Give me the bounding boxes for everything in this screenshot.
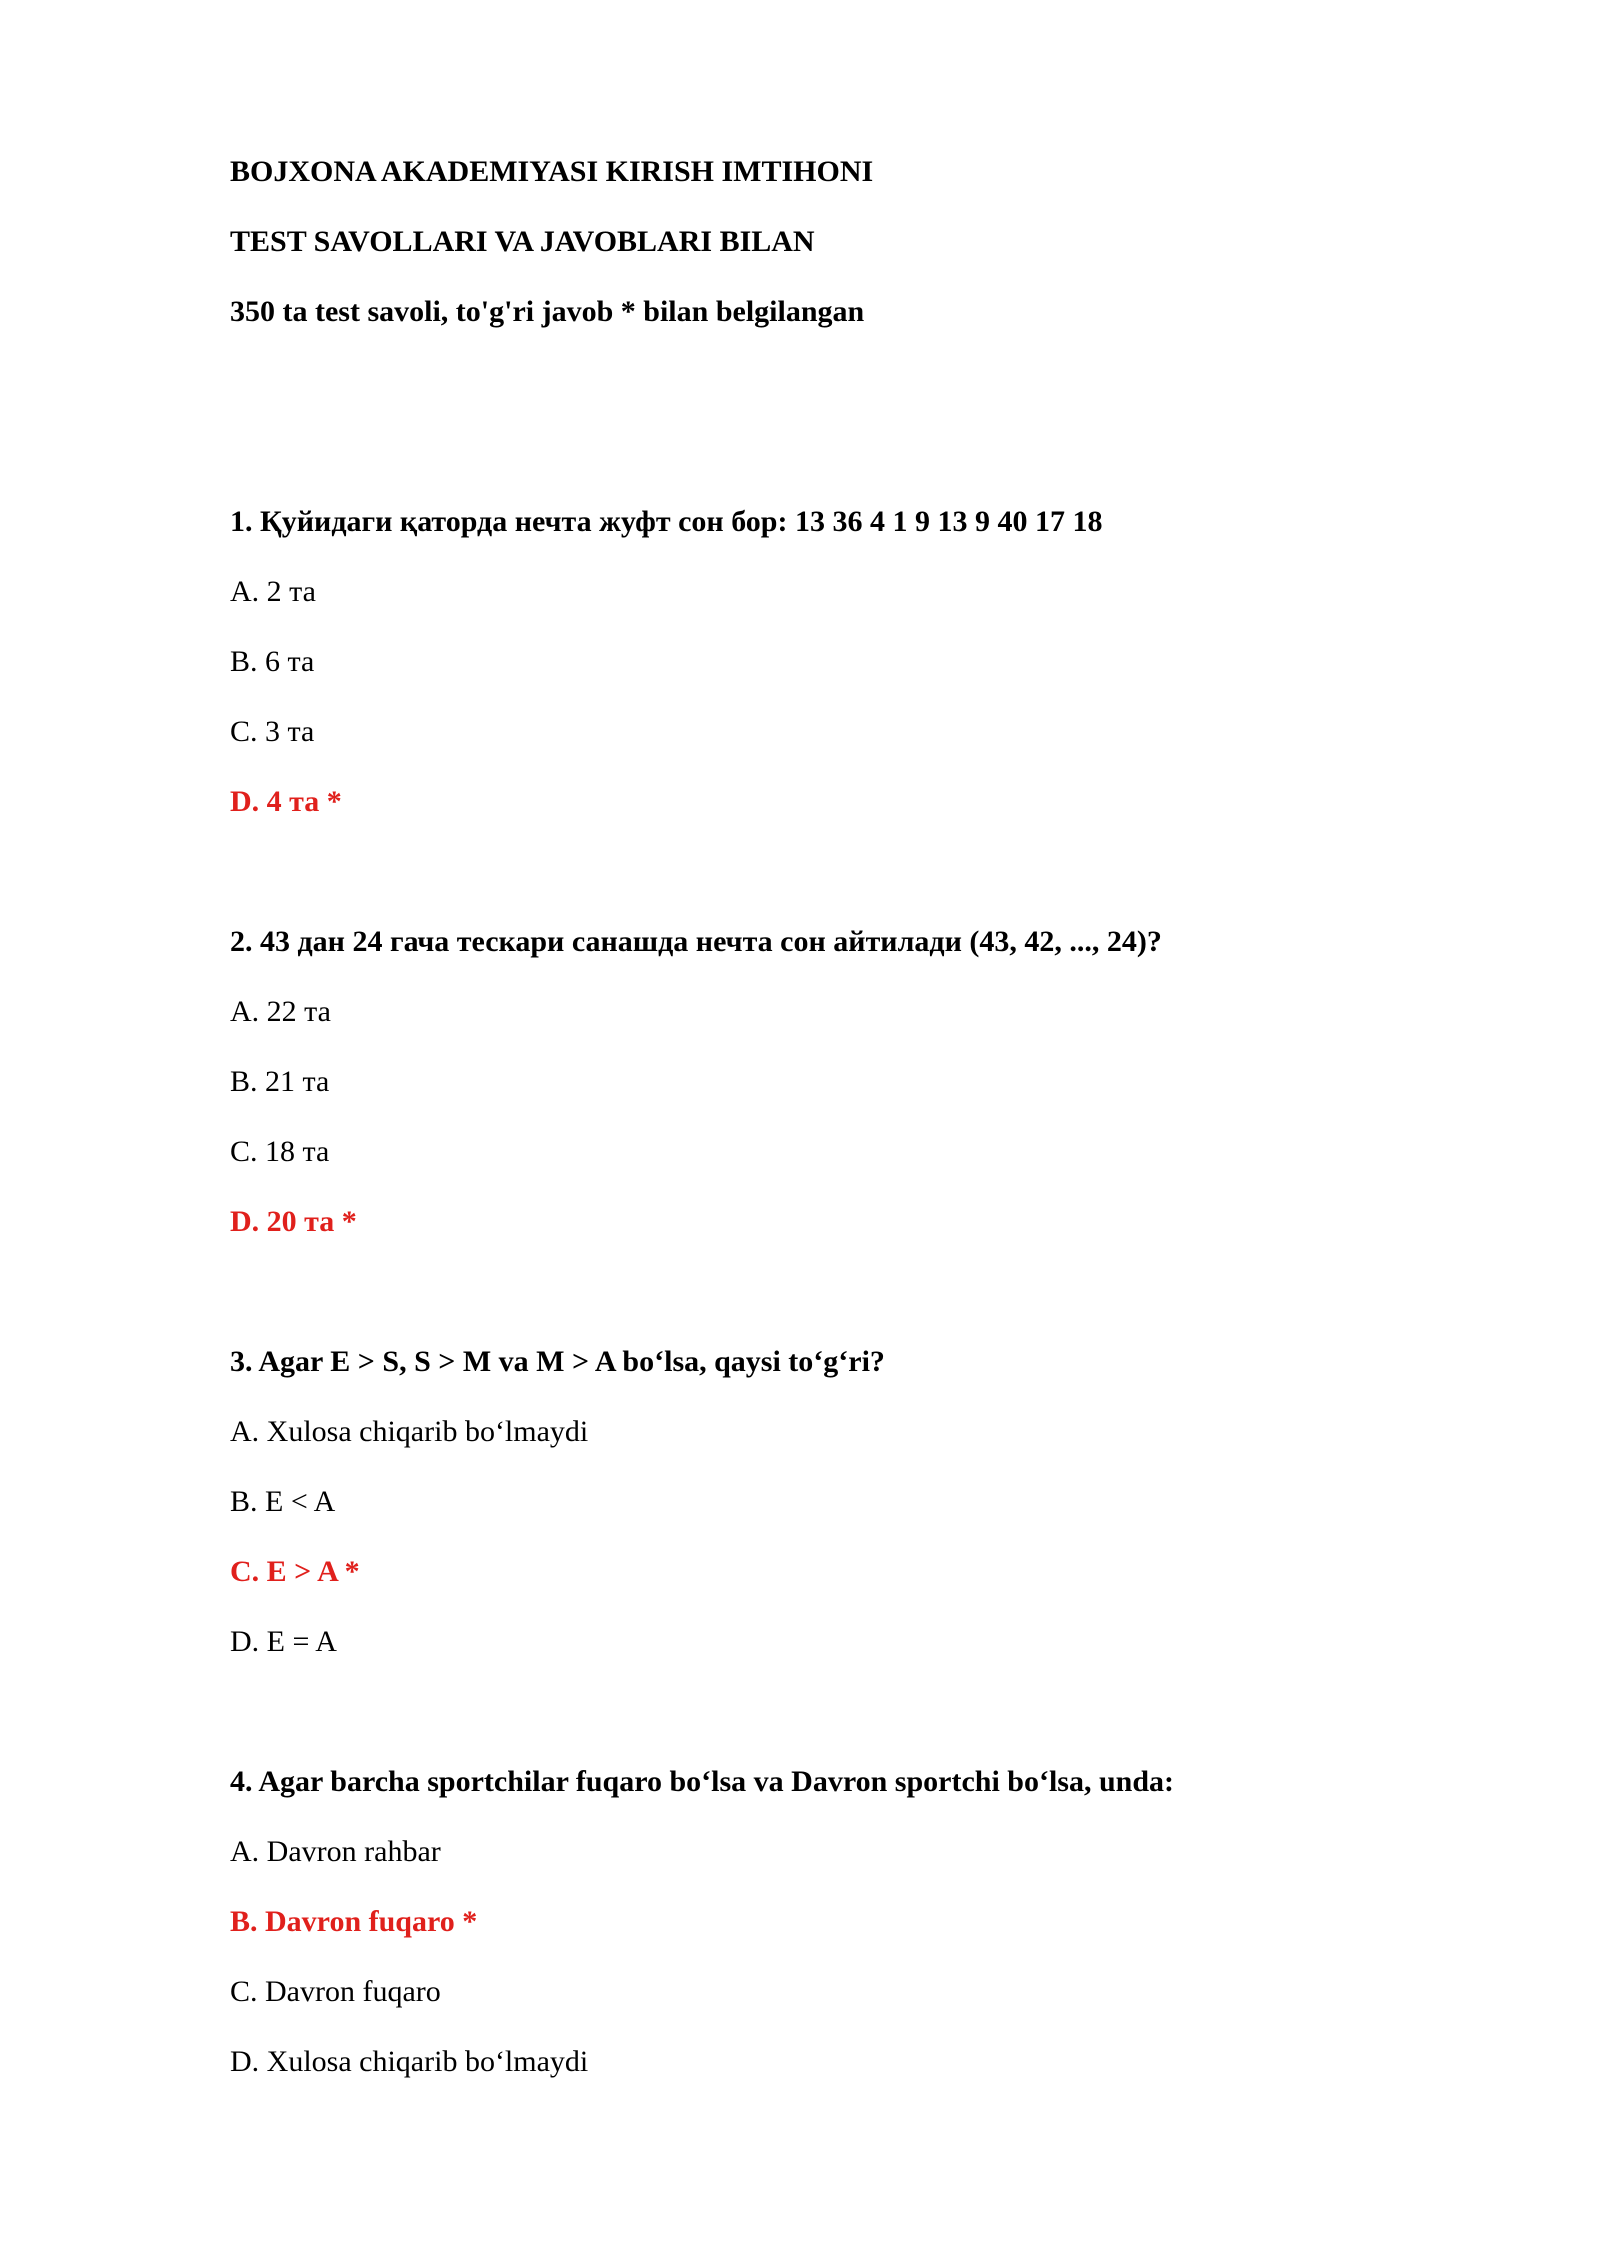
document-subtitle: TEST SAVOLLARI VA JAVOBLARI BILAN	[230, 225, 815, 258]
question-2-text: 2. 43 дан 24 гача тескари санашда нечта сон айтилади (43, 42, ..., 24)?	[230, 925, 1162, 958]
question-4-option-d: D. Xulosa chiqarib bo‘lmaydi	[230, 2045, 589, 2078]
question-3-option-b: B. E < A	[230, 1485, 336, 1518]
question-4-option-c: C. Davron fuqaro	[230, 1975, 441, 2008]
question-1-option-c: C. 3 та	[230, 715, 315, 748]
question-1-text: 1. Қуйидаги қаторда нечта жуфт сон бор: 13 36 4 1 9 13 9 40 17 18	[230, 505, 1103, 538]
question-3-text: 3. Agar E > S, S > M va M > A bo‘lsa, qaysi to‘g‘ri?	[230, 1345, 885, 1378]
question-4-option-a: A. Davron rahbar	[230, 1835, 441, 1868]
question-1-option-d: D. 4 та *	[230, 785, 342, 818]
question-2-option-c: C. 18 та	[230, 1135, 330, 1168]
question-2-option-d: D. 20 та *	[230, 1205, 357, 1238]
document-description: 350 ta test savoli, to'g'ri javob * bilan belgilangan	[230, 295, 865, 328]
question-4-text: 4. Agar barcha sportchilar fuqaro bo‘lsa va Davron sportchi bo‘lsa, unda:	[230, 1765, 1175, 1798]
question-3-option-d: D. E = A	[230, 1625, 337, 1658]
question-3-option-a: A. Xulosa chiqarib bo‘lmaydi	[230, 1415, 589, 1448]
question-1-option-b: B. 6 та	[230, 645, 315, 678]
question-1-option-a: A. 2 та	[230, 575, 316, 608]
question-4-option-b: B. Davron fuqaro *	[230, 1905, 478, 1938]
question-3-option-c: C. E > A *	[230, 1555, 360, 1588]
question-2-option-b: B. 21 та	[230, 1065, 330, 1098]
document-title: BOJXONA AKADEMIYASI KIRISH IMTIHONI	[230, 155, 874, 188]
question-2-option-a: A. 22 та	[230, 995, 331, 1028]
